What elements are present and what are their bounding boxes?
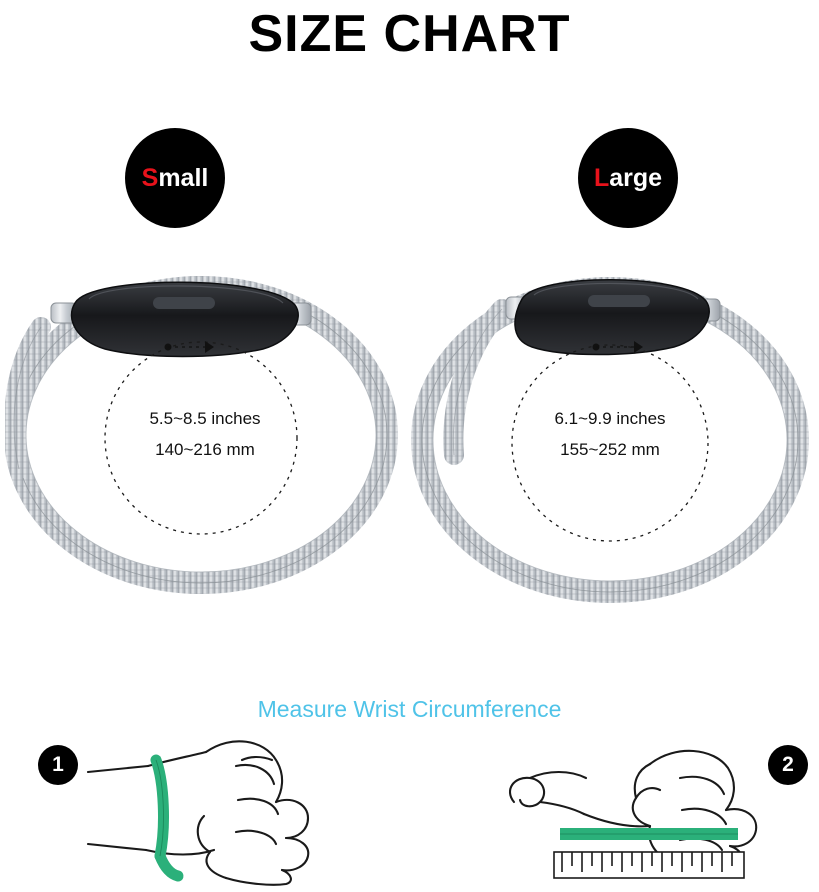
page-title: SIZE CHART	[248, 5, 571, 63]
measure-values-large	[480, 403, 740, 465]
step-badge-2: 2	[768, 745, 808, 785]
hand-with-tape-around-wrist-icon	[86, 726, 346, 886]
band-illustration-small	[5, 255, 405, 615]
band-illustration-large	[410, 255, 810, 615]
measure-mm-small: 140~216 mm	[155, 440, 255, 459]
watch-screen-small	[153, 297, 215, 309]
hand-measuring-tape-with-ruler-icon	[500, 726, 770, 886]
measure-inches-large: 6.1~9.9 inches	[554, 409, 666, 428]
measure-section-heading: Measure Wrist Circumference	[257, 696, 562, 722]
tape-measure-strip	[156, 760, 178, 876]
size-badge-small	[125, 128, 225, 228]
size-badge-small-rest: mall	[158, 163, 209, 192]
measure-values-small	[75, 403, 335, 465]
ruler-icon	[554, 852, 744, 878]
measure-inches-small: 5.5~8.5 inches	[149, 409, 261, 428]
size-badge-small-initial: S	[141, 163, 159, 192]
size-badge-large	[578, 128, 678, 228]
step-badge-1: 1	[38, 745, 78, 785]
watch-body-small	[72, 282, 299, 356]
size-badge-large-initial: L	[593, 163, 610, 192]
watch-screen-large	[588, 295, 650, 307]
measure-mm-large: 155~252 mm	[560, 440, 660, 459]
size-badge-large-rest: arge	[609, 163, 663, 192]
